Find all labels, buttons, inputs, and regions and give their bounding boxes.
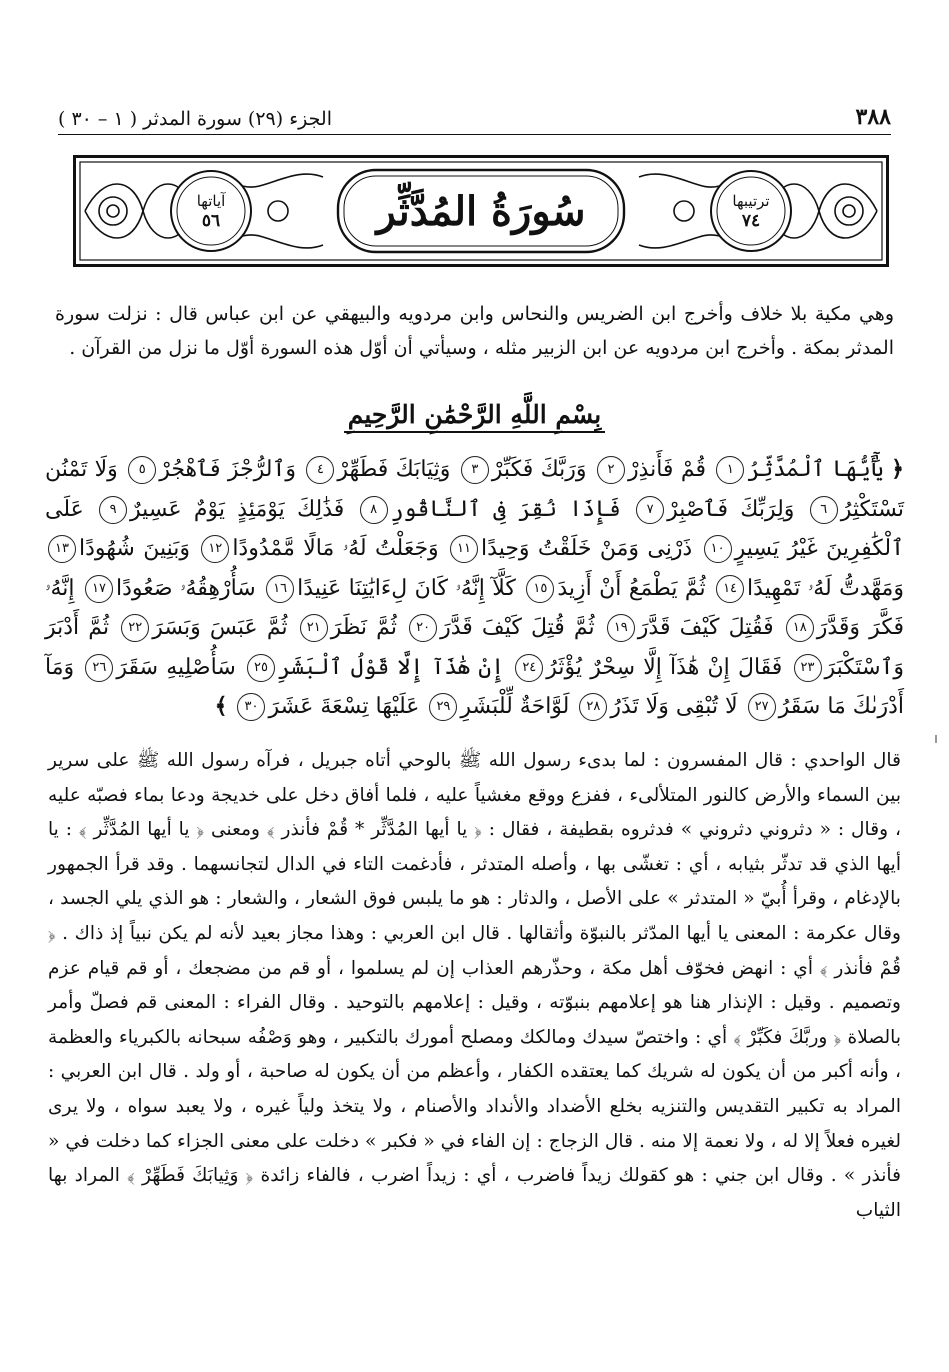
verse-number-marker: ١١ bbox=[450, 535, 478, 563]
running-head: الجزء (٢٩) سورة المدثر ( ١ – ٣٠ ) bbox=[58, 108, 332, 130]
verses-count-value: ٥٦ bbox=[201, 211, 221, 231]
verse-open-bracket: ﴿ bbox=[891, 456, 904, 482]
verse-text: لَوَّاحَةٌ لِّلْبَشَرِ bbox=[460, 694, 570, 719]
verse-text: يَٰٓأَيُّهَا ٱلْمُدَّثِّرُ bbox=[747, 457, 884, 482]
verse-text: قُمْ فَأَنذِرْ bbox=[627, 457, 706, 482]
verse-number-marker: ٢٩ bbox=[429, 693, 457, 721]
basmala-heading bbox=[0, 400, 949, 429]
verse-number-marker: ٢٥ bbox=[247, 654, 275, 682]
verse-number-marker: ١٠ bbox=[704, 535, 732, 563]
verse-number-marker: ١٤ bbox=[716, 575, 744, 603]
verse-number-marker: ٣٠ bbox=[237, 693, 265, 721]
basmala-text: بِسْمِ اللَّهِ الرَّحْمَٰنِ الرَّحِيمِ bbox=[344, 400, 606, 433]
verse-number-marker: ٤ bbox=[306, 456, 334, 484]
verse-text: وَرَبَّكَ فَكَبِّرْ bbox=[491, 457, 587, 482]
page-number: ٣٨٨ bbox=[855, 104, 891, 130]
verse-text: وَمَهَّدتُّ لَهُۥ تَمْهِيدًا bbox=[747, 575, 904, 601]
verse-number-marker: ٢٧ bbox=[748, 693, 776, 721]
verse-text: سَأُصْلِيهِ سَقَرَ bbox=[116, 654, 236, 680]
verse-number-marker: ٢٠ bbox=[409, 614, 437, 642]
verse-text: وَلَا تَمْنُن تَسْتَكْثِرُ bbox=[45, 457, 905, 522]
verse-number-marker: ٢٤ bbox=[515, 654, 543, 682]
verse-number-marker: ١ bbox=[716, 456, 744, 484]
commentary-paragraph: قال الواحدي : قال المفسرون : لما بدىء رسول الله ﷺ بالوحي أتاه جبريل ، فرآه رسول الله ﷺ على سرير بين السماء والأرض كالنور المتلألىء ، ففزع ووقع مغشياً عليه ، فلما أفاق دخل على خديجة ودعا بماء فصبّه عليه ، وقال : « دثروني دثروني » فدثروه بقطيفة ، فقال : ﴿ يا أيها المُدَّثِّر * قُمْ فأنذر ﴾ ومعنى ﴿ يا أيها المُدَّثِّر ﴾ : يا أيها الذي قد تدثّر بثيابه ، أي : تغشّى بها ، وأصله المتدثر ، فأدغمت التاء في الدال لتجانسهما . وقد قرأ الجمهور بالإدغام ، وقرأ أُبيّ « المتدثر » على الأصل ، والدثار : هو ما يلبس فوق الشعار ، والشعار : هو الذي يلي الجسد ، وقال عكرمة : المعنى يا أيها المدّثر بالنبوّة وأثقالها . قال ابن العربي : وهذا مجاز بعيد لأنه لم يكن نبياً إذ ذاك . ﴿ قُمْ فأنذر ﴾ أي : انهض فخوّف أهل مكة ، وحذّرهم العذاب إن لم يسلموا ، أو قم من مضجعك ، أو قم قيام عزم وتصميم . وقيل : الإنذار هنا هو إعلامهم بنبوّته ، وقيل : إعلامهم بالتوحيد . وقال الفراء : المعنى قم فصلّ وأمر بالصلاة ﴿ وربَّكَ فكَبِّرْ ﴾ أي : واختصّ سيدك ومالكك ومصلح أمورك بالتكبير ، وهو وَصْفُه سبحانه بالكبرياء والعظمة ، وأنه أكبر من أن يكون له شريك كما يعتقده الكفار ، وأعظم من أن يكون له صاحبة ، أو ولد . قال ابن العربي : المراد به تكبير التقديس والتنزيه بخلع الأضداد والأنداد والأصنام ، ولا يتخذ ولياً غيره ، ولا يعبد سواه ، ولا يرى لغيره فعلاً إلا له ، ولا نعمة إلا منه . قال الزجاج : إن الفاء في « فكبر » دخلت على معنى الجزاء كما دخلت في « فأنذر » . وقال ابن جني : هو كقولك زيداً فاضرب ، أي : زيداً اضرب ، فالفاء زائدة ﴿ وَثِيابَكَ فَطَهِّرْ ﴾ المراد بها الثياب bbox=[48, 750, 901, 1221]
verse-number-marker: ١٨ bbox=[786, 614, 814, 642]
order-medallion bbox=[709, 169, 793, 253]
verses-count-label: آياتها bbox=[196, 192, 226, 210]
verse-text: عَلَيْهَا تِسْعَةَ عَشَرَ bbox=[268, 694, 420, 719]
verse-text: وَبَنِينَ شُهُودًا bbox=[79, 536, 190, 561]
verse-number-marker: ٩ bbox=[99, 496, 127, 524]
verse-list bbox=[45, 457, 904, 719]
intro-paragraph: وهي مكية بلا خلاف وأخرج ابن الضريس والنحاس وابن مردويه والبيهقي عن ابن عباس قال : نزلت سورة المدثر بمكة . وأخرج ابن مردويه عن ابن الزبير مثله ، وسيأتي أن أوّل هذه السورة أوّل ما نزل من القرآن . bbox=[55, 303, 894, 359]
order-label: ترتيبها bbox=[732, 192, 770, 210]
verse-number-marker: ٢٦ bbox=[85, 654, 113, 682]
verse-number-marker: ٢ bbox=[597, 456, 625, 484]
verse-text: وَلِرَبِّكَ فَٱصْبِرْ bbox=[667, 496, 795, 522]
verse-text: ثُمَّ أَدْبَرَ وَٱسْتَكْبَرَ bbox=[45, 615, 905, 680]
verse-text: ثُمَّ قُتِلَ كَيْفَ قَدَّرَ bbox=[440, 615, 595, 640]
page-header bbox=[58, 88, 891, 135]
verse-text: وَثِيَابَكَ فَطَهِّرْ bbox=[337, 457, 451, 482]
verse-text: فَقَالَ إِنْ هَٰذَآ إِلَّا سِحْرٌ يُؤْثَرُ bbox=[546, 654, 783, 680]
verse-text: لَا تُبْقِى وَلَا تَذَرُ bbox=[610, 694, 738, 719]
tafsir-commentary bbox=[48, 744, 901, 1228]
verse-number-marker: ٣ bbox=[461, 456, 489, 484]
verse-close-bracket: ﴾ bbox=[214, 693, 228, 719]
surah-title: سُورَةُ المُدَّثِّر bbox=[376, 187, 586, 235]
verse-number-marker: ١٢ bbox=[201, 535, 229, 563]
verse-number-marker: ١٣ bbox=[48, 535, 76, 563]
verse-number-marker: ٢٣ bbox=[794, 654, 822, 682]
verse-number-marker: ٦ bbox=[810, 496, 838, 524]
order-value: ٧٤ bbox=[741, 211, 761, 231]
surah-banner bbox=[73, 155, 889, 267]
verse-number-marker: ٨ bbox=[360, 496, 388, 524]
verse-text: فَقُتِلَ كَيْفَ قَدَّرَ bbox=[637, 615, 774, 640]
verse-number-marker: ٥ bbox=[128, 456, 156, 484]
verse-text: وَٱلرُّجْزَ فَٱهْجُرْ bbox=[159, 457, 297, 482]
verse-text: عَلَى ٱلْكَٰفِرِينَ غَيْرُ يَسِيرٍ bbox=[45, 496, 904, 561]
verse-text: سَأُرْهِقُهُۥ صَعُودًا bbox=[115, 575, 256, 601]
verse-number-marker: ١٧ bbox=[85, 575, 113, 603]
verse-number-marker: ٢٢ bbox=[121, 614, 149, 642]
verses-count-medallion bbox=[169, 169, 253, 253]
verse-text: فَإِذَا نُقِرَ فِى ٱلنَّاقُورِ bbox=[390, 496, 621, 522]
verse-number-marker: ٢١ bbox=[300, 614, 328, 642]
verse-text: ثُمَّ نَظَرَ bbox=[330, 615, 397, 640]
verse-number-marker: ٢٨ bbox=[579, 693, 607, 721]
verse-text: كَلَّآ إِنَّهُۥ كَانَ لِءَايَٰتِنَا عَنِيدًا bbox=[297, 575, 516, 601]
verse-text: وَمَآ أَدْرَىٰكَ مَا سَقَرُ bbox=[45, 654, 904, 719]
quran-verses-block bbox=[45, 450, 904, 727]
verse-text: إِنْ هَٰذَآ إِلَّا قَوْلُ ٱلْبَشَرِ bbox=[277, 654, 505, 680]
verse-number-marker: ٧ bbox=[636, 496, 664, 524]
verse-text: فَذَٰلِكَ يَوْمَئِذٍ يَوْمٌ عَسِيرٌ bbox=[130, 496, 345, 522]
verse-text: وَجَعَلْتُ لَهُۥ مَالًا مَّمْدُودًا bbox=[232, 536, 439, 561]
margin-mark bbox=[935, 735, 937, 743]
surah-introduction bbox=[55, 297, 894, 365]
verse-text: إِنَّهُۥ فَكَّرَ وَقَدَّرَ bbox=[45, 575, 904, 640]
verse-text: ذَرْنِى وَمَنْ خَلَقْتُ وَحِيدًا bbox=[481, 536, 693, 561]
verse-number-marker: ١٦ bbox=[266, 575, 294, 603]
verse-text: ثُمَّ يَطْمَعُ أَنْ أَزِيدَ bbox=[557, 575, 706, 601]
verse-number-marker: ١٩ bbox=[607, 614, 635, 642]
verse-number-marker: ١٥ bbox=[526, 575, 554, 603]
verse-text: ثُمَّ عَبَسَ وَبَسَرَ bbox=[152, 615, 288, 640]
